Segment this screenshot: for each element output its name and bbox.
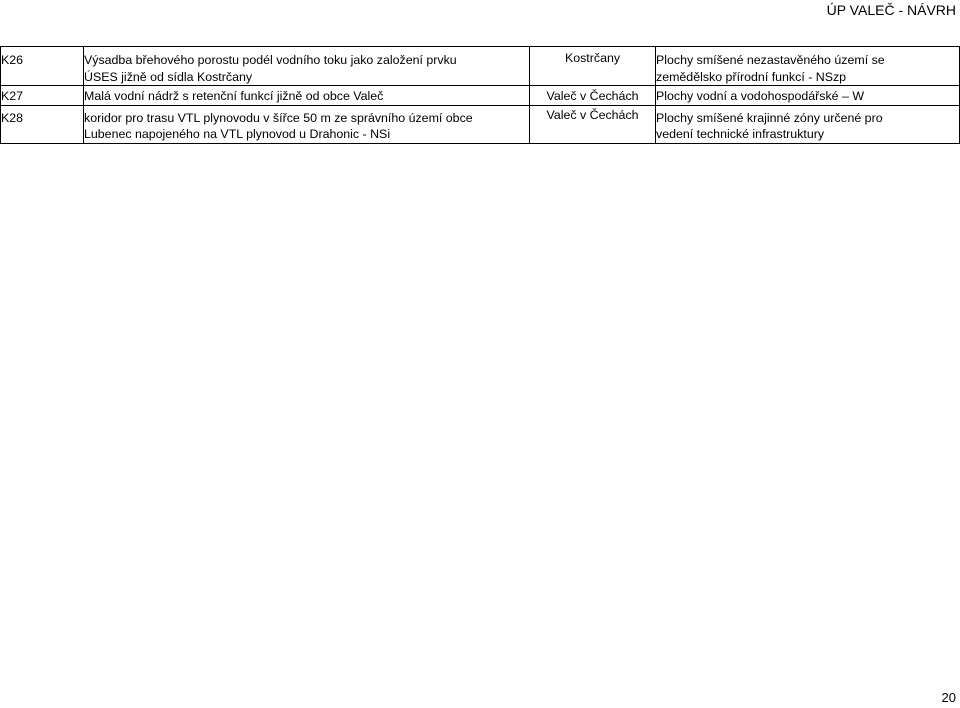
table-row: [1, 105, 960, 143]
row-area-line: Plochy vodní a vodohospodářské – W: [656, 89, 865, 103]
table-row: [1, 86, 960, 106]
row-area-line: Plochy smíšené nezastavěného území se: [656, 53, 885, 67]
row-description: [84, 47, 530, 86]
row-description-line: Lubenec napojeného na VTL plynovod u Drahonic - NSi: [84, 127, 391, 141]
row-description: [84, 86, 530, 106]
row-description-line: Malá vodní nádrž s retenční funkcí jižně od obce Valeč: [84, 89, 384, 103]
row-code: K28: [1, 105, 84, 143]
change-items-table: [0, 46, 960, 144]
row-place: Valeč v Čechách: [530, 86, 656, 106]
row-place: Kostrčany: [530, 47, 656, 86]
row-area-type: [656, 47, 960, 86]
row-area-type: [656, 86, 960, 106]
row-code: K26: [1, 47, 84, 86]
row-area-line: zemědělsko přírodní funkcí - NSzp: [656, 69, 847, 84]
row-code: K27: [1, 86, 84, 106]
row-area-line: vedení technické infrastruktury: [656, 127, 825, 141]
table-row: [1, 47, 960, 86]
row-description-line: koridor pro trasu VTL plynovodu v šířce 50 m ze správního území obce: [84, 110, 473, 125]
row-area-type: [656, 105, 960, 143]
page-number: 20: [941, 690, 956, 705]
row-place: Valeč v Čechách: [530, 105, 656, 143]
row-area-line: Plochy smíšené krajinné zóny určené pro: [656, 110, 883, 125]
row-description: [84, 105, 530, 143]
row-description-line: Výsadba břehového porostu podél vodního toku jako založení prvku: [84, 53, 457, 67]
row-description-line: ÚSES jižně od sídla Kostrčany: [84, 69, 253, 84]
document-header-title: ÚP VALEČ - NÁVRH: [826, 2, 956, 18]
